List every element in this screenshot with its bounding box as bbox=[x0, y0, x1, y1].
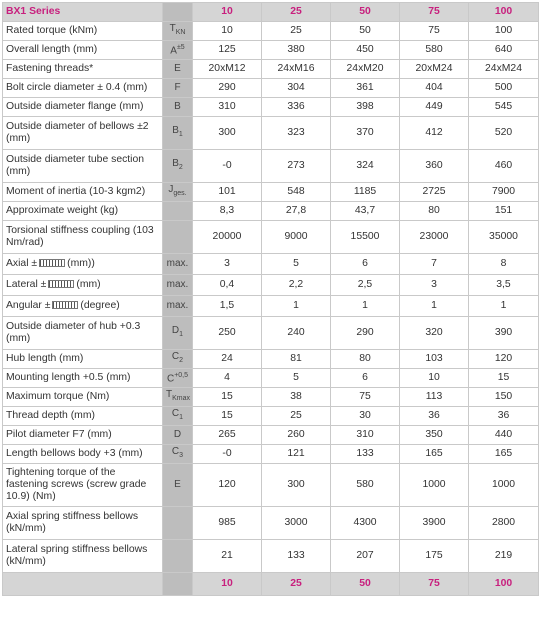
value-cell: 133 bbox=[331, 445, 400, 464]
value-cell: 1 bbox=[469, 296, 539, 317]
row-label: Outside diameter tube section (mm) bbox=[3, 150, 163, 183]
footer-symbol bbox=[163, 573, 193, 596]
value-cell: 449 bbox=[400, 98, 469, 117]
value-cell: 0,4 bbox=[193, 275, 262, 296]
value-cell: 15 bbox=[193, 388, 262, 407]
row-symbol: B bbox=[163, 98, 193, 117]
value-cell: 9000 bbox=[262, 221, 331, 254]
value-cell: 80 bbox=[400, 202, 469, 221]
size-footer: 100 bbox=[469, 573, 539, 596]
table-row bbox=[3, 369, 539, 388]
value-cell: 43,7 bbox=[331, 202, 400, 221]
value-cell: 15500 bbox=[331, 221, 400, 254]
size-header: 50 bbox=[331, 3, 400, 22]
table-row bbox=[3, 221, 539, 254]
size-header: 100 bbox=[469, 3, 539, 22]
value-cell: 36 bbox=[469, 407, 539, 426]
value-cell: 207 bbox=[331, 540, 400, 573]
row-symbol: $T_{Kmax}$ bbox=[163, 388, 193, 407]
value-cell: 125 bbox=[193, 41, 262, 60]
table-row bbox=[3, 202, 539, 221]
value-cell: -0 bbox=[193, 150, 262, 183]
value-cell: 6 bbox=[331, 369, 400, 388]
value-cell: 20xM24 bbox=[400, 60, 469, 79]
row-label: Length bellows body +3 (mm) bbox=[3, 445, 163, 464]
row-symbol: $C_1$ bbox=[163, 407, 193, 426]
size-footer: 50 bbox=[331, 573, 400, 596]
value-cell: 2725 bbox=[400, 183, 469, 202]
value-cell: 3 bbox=[193, 254, 262, 275]
value-cell: 27,8 bbox=[262, 202, 331, 221]
header-row bbox=[3, 3, 539, 22]
table-row bbox=[3, 296, 539, 317]
value-cell: 1185 bbox=[331, 183, 400, 202]
row-symbol bbox=[163, 202, 193, 221]
value-cell: 460 bbox=[469, 150, 539, 183]
value-cell: 265 bbox=[193, 426, 262, 445]
value-cell: 310 bbox=[331, 426, 400, 445]
row-symbol: $C_2$ bbox=[163, 350, 193, 369]
value-cell: 2,5 bbox=[331, 275, 400, 296]
footer-row bbox=[3, 573, 539, 596]
value-cell: 240 bbox=[262, 317, 331, 350]
value-cell: 101 bbox=[193, 183, 262, 202]
value-cell: 370 bbox=[331, 117, 400, 150]
value-cell: 10 bbox=[400, 369, 469, 388]
value-cell: 320 bbox=[400, 317, 469, 350]
row-symbol: E bbox=[163, 60, 193, 79]
row-label: Axial ± (mm)) bbox=[3, 254, 163, 275]
value-cell: 20000 bbox=[193, 221, 262, 254]
row-symbol: D bbox=[163, 426, 193, 445]
value-cell: 290 bbox=[331, 317, 400, 350]
table-row bbox=[3, 445, 539, 464]
value-cell: 21 bbox=[193, 540, 262, 573]
value-cell: 1 bbox=[262, 296, 331, 317]
value-cell: 361 bbox=[331, 79, 400, 98]
value-cell: 24 bbox=[193, 350, 262, 369]
value-cell: 103 bbox=[400, 350, 469, 369]
value-cell: 4300 bbox=[331, 507, 400, 540]
value-cell: 7900 bbox=[469, 183, 539, 202]
row-label: Overall length (mm) bbox=[3, 41, 163, 60]
value-cell: 75 bbox=[400, 22, 469, 41]
value-cell: 640 bbox=[469, 41, 539, 60]
value-cell: 151 bbox=[469, 202, 539, 221]
value-cell: 8 bbox=[469, 254, 539, 275]
row-label: Lateral ± (mm) bbox=[3, 275, 163, 296]
table-row bbox=[3, 426, 539, 445]
value-cell: 580 bbox=[400, 41, 469, 60]
value-cell: 175 bbox=[400, 540, 469, 573]
value-cell: 2,2 bbox=[262, 275, 331, 296]
table-row bbox=[3, 183, 539, 202]
value-cell: 1000 bbox=[400, 464, 469, 507]
table-row bbox=[3, 507, 539, 540]
value-cell: 121 bbox=[262, 445, 331, 464]
row-symbol bbox=[163, 507, 193, 540]
table-row bbox=[3, 117, 539, 150]
value-cell: 25 bbox=[262, 407, 331, 426]
value-cell: 404 bbox=[400, 79, 469, 98]
table-row bbox=[3, 254, 539, 275]
table-row bbox=[3, 317, 539, 350]
row-label: Maximum torque (Nm) bbox=[3, 388, 163, 407]
value-cell: 81 bbox=[262, 350, 331, 369]
table-row bbox=[3, 98, 539, 117]
table-row bbox=[3, 41, 539, 60]
value-cell: 390 bbox=[469, 317, 539, 350]
value-cell: 412 bbox=[400, 117, 469, 150]
row-symbol: $J_{ges.}$ bbox=[163, 183, 193, 202]
row-symbol: max. bbox=[163, 275, 193, 296]
row-symbol bbox=[163, 540, 193, 573]
value-cell: 24xM24 bbox=[469, 60, 539, 79]
value-cell: 300 bbox=[262, 464, 331, 507]
row-label: Approximate weight (kg) bbox=[3, 202, 163, 221]
value-cell: 350 bbox=[400, 426, 469, 445]
value-cell: 398 bbox=[331, 98, 400, 117]
value-cell: 1,5 bbox=[193, 296, 262, 317]
table-row bbox=[3, 79, 539, 98]
value-cell: 23000 bbox=[400, 221, 469, 254]
row-label: Pilot diameter F7 (mm) bbox=[3, 426, 163, 445]
value-cell: 310 bbox=[193, 98, 262, 117]
value-cell: 1 bbox=[331, 296, 400, 317]
table-row bbox=[3, 275, 539, 296]
bellows-icon bbox=[48, 280, 74, 288]
value-cell: 219 bbox=[469, 540, 539, 573]
row-symbol: $B_2$ bbox=[163, 150, 193, 183]
row-symbol: $A^{\pm 5}$ bbox=[163, 41, 193, 60]
row-label: Torsional stiffness coupling (103 Nm/rad) bbox=[3, 221, 163, 254]
row-symbol: max. bbox=[163, 296, 193, 317]
value-cell: 304 bbox=[262, 79, 331, 98]
row-label: Thread depth (mm) bbox=[3, 407, 163, 426]
value-cell: 133 bbox=[262, 540, 331, 573]
row-label: Outside diameter flange (mm) bbox=[3, 98, 163, 117]
row-symbol: $C_3$ bbox=[163, 445, 193, 464]
row-label: Outside diameter of hub +0.3 (mm) bbox=[3, 317, 163, 350]
value-cell: 548 bbox=[262, 183, 331, 202]
size-header: 25 bbox=[262, 3, 331, 22]
value-cell: 165 bbox=[400, 445, 469, 464]
row-label: Angular ± (degree) bbox=[3, 296, 163, 317]
value-cell: 580 bbox=[331, 464, 400, 507]
symbol-header bbox=[163, 3, 193, 22]
value-cell: 250 bbox=[193, 317, 262, 350]
value-cell: 120 bbox=[193, 464, 262, 507]
row-label: Mounting length +0.5 (mm) bbox=[3, 369, 163, 388]
value-cell: 8,3 bbox=[193, 202, 262, 221]
value-cell: 545 bbox=[469, 98, 539, 117]
value-cell: 450 bbox=[331, 41, 400, 60]
value-cell: -0 bbox=[193, 445, 262, 464]
size-footer: 75 bbox=[400, 573, 469, 596]
table-row bbox=[3, 464, 539, 507]
size-header: 75 bbox=[400, 3, 469, 22]
row-symbol: max. bbox=[163, 254, 193, 275]
row-symbol: $C^{+0,5}$ bbox=[163, 369, 193, 388]
row-label: Lateral spring stiffness bellows (kN/mm) bbox=[3, 540, 163, 573]
size-footer: 25 bbox=[262, 573, 331, 596]
value-cell: 75 bbox=[331, 388, 400, 407]
value-cell: 36 bbox=[400, 407, 469, 426]
table-row bbox=[3, 388, 539, 407]
value-cell: 440 bbox=[469, 426, 539, 445]
table-row bbox=[3, 150, 539, 183]
value-cell: 520 bbox=[469, 117, 539, 150]
row-symbol: $T_{KN}$ bbox=[163, 22, 193, 41]
value-cell: 336 bbox=[262, 98, 331, 117]
value-cell: 300 bbox=[193, 117, 262, 150]
value-cell: 35000 bbox=[469, 221, 539, 254]
value-cell: 10 bbox=[193, 22, 262, 41]
value-cell: 3 bbox=[400, 275, 469, 296]
value-cell: 290 bbox=[193, 79, 262, 98]
value-cell: 2800 bbox=[469, 507, 539, 540]
value-cell: 324 bbox=[331, 150, 400, 183]
value-cell: 1 bbox=[400, 296, 469, 317]
row-symbol: $D_1$ bbox=[163, 317, 193, 350]
size-header: 10 bbox=[193, 3, 262, 22]
value-cell: 15 bbox=[193, 407, 262, 426]
table-row bbox=[3, 60, 539, 79]
row-symbol: $B_1$ bbox=[163, 117, 193, 150]
size-footer: 10 bbox=[193, 573, 262, 596]
value-cell: 3000 bbox=[262, 507, 331, 540]
value-cell: 25 bbox=[262, 22, 331, 41]
row-label: Axial spring stiffness bellows (kN/mm) bbox=[3, 507, 163, 540]
value-cell: 1000 bbox=[469, 464, 539, 507]
value-cell: 165 bbox=[469, 445, 539, 464]
row-label: Fastening threads* bbox=[3, 60, 163, 79]
row-label: Outside diameter of bellows ±2 (mm) bbox=[3, 117, 163, 150]
value-cell: 113 bbox=[400, 388, 469, 407]
value-cell: 5 bbox=[262, 254, 331, 275]
value-cell: 3,5 bbox=[469, 275, 539, 296]
bellows-icon bbox=[52, 301, 78, 309]
value-cell: 5 bbox=[262, 369, 331, 388]
value-cell: 360 bbox=[400, 150, 469, 183]
table-row bbox=[3, 407, 539, 426]
row-label: Hub length (mm) bbox=[3, 350, 163, 369]
value-cell: 30 bbox=[331, 407, 400, 426]
value-cell: 50 bbox=[331, 22, 400, 41]
value-cell: 985 bbox=[193, 507, 262, 540]
table-row bbox=[3, 540, 539, 573]
bellows-icon bbox=[39, 259, 65, 267]
value-cell: 38 bbox=[262, 388, 331, 407]
table-row bbox=[3, 350, 539, 369]
value-cell: 80 bbox=[331, 350, 400, 369]
specs-table bbox=[2, 2, 539, 596]
value-cell: 6 bbox=[331, 254, 400, 275]
row-label: Bolt circle diameter ± 0.4 (mm) bbox=[3, 79, 163, 98]
series-title: BX1 Series bbox=[3, 3, 163, 22]
value-cell: 150 bbox=[469, 388, 539, 407]
row-symbol: F bbox=[163, 79, 193, 98]
value-cell: 24xM16 bbox=[262, 60, 331, 79]
footer-blank bbox=[3, 573, 163, 596]
table-row bbox=[3, 22, 539, 41]
value-cell: 4 bbox=[193, 369, 262, 388]
value-cell: 120 bbox=[469, 350, 539, 369]
value-cell: 500 bbox=[469, 79, 539, 98]
row-label: Moment of inertia (10-3 kgm2) bbox=[3, 183, 163, 202]
value-cell: 273 bbox=[262, 150, 331, 183]
row-label: Rated torque (kNm) bbox=[3, 22, 163, 41]
value-cell: 260 bbox=[262, 426, 331, 445]
value-cell: 323 bbox=[262, 117, 331, 150]
value-cell: 3900 bbox=[400, 507, 469, 540]
value-cell: 100 bbox=[469, 22, 539, 41]
value-cell: 20xM12 bbox=[193, 60, 262, 79]
row-label: Tightening torque of the fastening screws (screw grade 10.9) (Nm) bbox=[3, 464, 163, 507]
value-cell: 15 bbox=[469, 369, 539, 388]
row-symbol bbox=[163, 221, 193, 254]
row-symbol: E bbox=[163, 464, 193, 507]
value-cell: 7 bbox=[400, 254, 469, 275]
value-cell: 380 bbox=[262, 41, 331, 60]
value-cell: 24xM20 bbox=[331, 60, 400, 79]
